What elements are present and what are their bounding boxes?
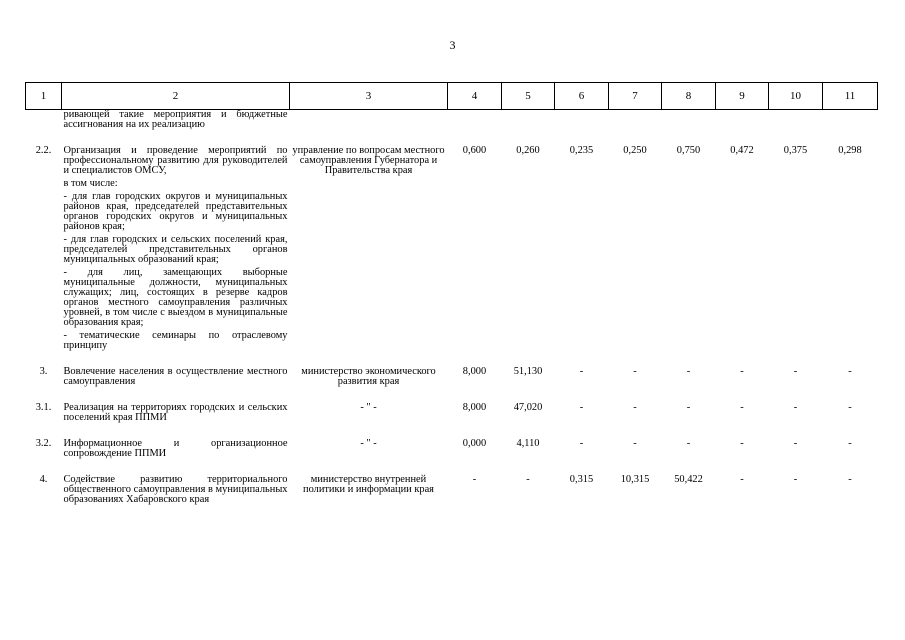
row-value: 0,750 bbox=[676, 145, 701, 156]
row-value bbox=[502, 110, 555, 131]
row-executor: - " - bbox=[360, 402, 377, 413]
row-value: 0,260 bbox=[516, 145, 540, 156]
row-value: 0,375 bbox=[783, 145, 808, 156]
row-number: 3.1. bbox=[35, 402, 52, 413]
row-name-text: - для глав городских и сельских поселений края, председателей представительных органов муниципальных образований края; bbox=[63, 234, 288, 265]
row-value: 51,130 bbox=[513, 366, 543, 377]
row-name-text: в том числе: bbox=[63, 178, 118, 189]
row-value: - bbox=[848, 474, 852, 485]
row-value bbox=[769, 110, 823, 131]
row-value: 0,298 bbox=[838, 145, 862, 156]
row-value bbox=[609, 110, 662, 131]
row-value: - bbox=[740, 402, 744, 413]
row-name-text: - для лиц, замещающих выборные муниципальные должности, муниципальных служащих; лиц, состоящих в резерве кадров органов местного самоуправления различных уровней, в том числе с выездом в муниципальные образования края; bbox=[63, 267, 288, 328]
row-value: - bbox=[848, 366, 852, 377]
row-executor bbox=[290, 110, 448, 131]
header-cell: 7 bbox=[609, 83, 662, 110]
row-name-text: Реализация на территориях городских и сельских поселений края ППМИ bbox=[63, 402, 288, 423]
row-value: - bbox=[686, 438, 691, 449]
row-value: - bbox=[793, 402, 798, 413]
row-value: - bbox=[579, 366, 584, 377]
program-table bbox=[25, 82, 878, 505]
row-value: 8,000 bbox=[462, 366, 487, 377]
header-cell: 1 bbox=[26, 83, 62, 110]
row-number: 4. bbox=[39, 474, 48, 485]
row-value: - bbox=[579, 402, 584, 413]
row-name bbox=[62, 110, 290, 131]
row-name bbox=[62, 439, 290, 459]
row-value bbox=[555, 110, 609, 131]
row-executor: министерство экономического развития края bbox=[301, 366, 436, 387]
row-value bbox=[716, 110, 769, 131]
row-name bbox=[62, 403, 290, 423]
table-row bbox=[26, 110, 878, 131]
header-cell: 6 bbox=[555, 83, 609, 110]
row-executor: - " - bbox=[360, 438, 377, 449]
header-cell: 9 bbox=[716, 83, 769, 110]
row-value: - bbox=[686, 402, 691, 413]
table-row bbox=[26, 475, 878, 505]
header-cell: 8 bbox=[662, 83, 716, 110]
header-cell: 5 bbox=[502, 83, 555, 110]
row-value: - bbox=[526, 474, 530, 485]
row-value: - bbox=[793, 438, 798, 449]
row-name-text: Содействие развитию территориального общественного самоуправления в муниципальных образованиях Хабаровского края bbox=[63, 474, 288, 505]
row-name-text: - для глав городских округов и муниципальных районов края, председателей представительных органов городских округов и муниципальных районов края; bbox=[63, 191, 288, 232]
row-value: - bbox=[472, 474, 477, 485]
row-number: 2.2. bbox=[35, 145, 52, 156]
row-number bbox=[26, 110, 62, 131]
row-value bbox=[662, 110, 716, 131]
row-value: 10,315 bbox=[620, 474, 650, 485]
table-row bbox=[26, 367, 878, 387]
page-number: 3 bbox=[449, 38, 456, 52]
row-value: - bbox=[848, 402, 852, 413]
row-value: 0,472 bbox=[730, 145, 754, 156]
row-number: 3. bbox=[39, 366, 48, 377]
row-value: - bbox=[848, 438, 852, 449]
row-number: 3.2. bbox=[35, 438, 52, 449]
row-value: - bbox=[579, 438, 584, 449]
row-value: - bbox=[793, 474, 798, 485]
row-value bbox=[823, 110, 878, 131]
table-row bbox=[26, 439, 878, 459]
row-value: - bbox=[633, 366, 637, 377]
header-cell: 10 bbox=[769, 83, 823, 110]
row-value: 0,000 bbox=[462, 438, 487, 449]
row-name bbox=[62, 367, 290, 387]
header-cell: 4 bbox=[448, 83, 502, 110]
row-value: - bbox=[740, 474, 744, 485]
row-value bbox=[448, 110, 502, 131]
header-row bbox=[26, 83, 878, 110]
row-value: 50,422 bbox=[674, 474, 703, 485]
table-row bbox=[26, 146, 878, 351]
row-value: 0,235 bbox=[569, 145, 594, 156]
row-name-text: ривающей такие мероприятия и бюджетные ассигнования на их реализацию bbox=[63, 109, 288, 130]
row-value: 0,315 bbox=[569, 474, 594, 485]
row-value: - bbox=[740, 438, 744, 449]
row-value: 0,600 bbox=[462, 145, 487, 156]
row-value: 0,250 bbox=[623, 145, 647, 156]
row-value: 8,000 bbox=[462, 402, 487, 413]
row-value: - bbox=[793, 366, 798, 377]
table-row bbox=[26, 403, 878, 423]
row-name-text: - тематические семинары по отраслевому принципу bbox=[63, 330, 288, 351]
row-value: 47,020 bbox=[513, 402, 543, 413]
header-cell: 2 bbox=[62, 83, 290, 110]
header-cell: 11 bbox=[823, 83, 878, 110]
row-value: - bbox=[740, 366, 744, 377]
row-value: - bbox=[633, 438, 637, 449]
row-value: - bbox=[686, 366, 691, 377]
row-value: - bbox=[633, 402, 637, 413]
row-value: 4,110 bbox=[516, 438, 540, 449]
row-name bbox=[62, 146, 290, 351]
row-executor: министерство внутренней политики и информации края bbox=[303, 474, 434, 495]
row-name-text: Организация и проведение мероприятий по профессиональному развитию для руководителей и специалистов ОМСУ, bbox=[63, 145, 288, 176]
row-executor: управление по вопросам местного самоуправления Губернатора и Правительства края bbox=[292, 145, 445, 176]
row-name-text: Информационное и организационное сопровождение ППМИ bbox=[63, 438, 288, 459]
header-cell: 3 bbox=[290, 83, 448, 110]
row-name bbox=[62, 475, 290, 505]
row-name-text: Вовлечение населения в осуществление местного самоуправления bbox=[63, 366, 288, 387]
